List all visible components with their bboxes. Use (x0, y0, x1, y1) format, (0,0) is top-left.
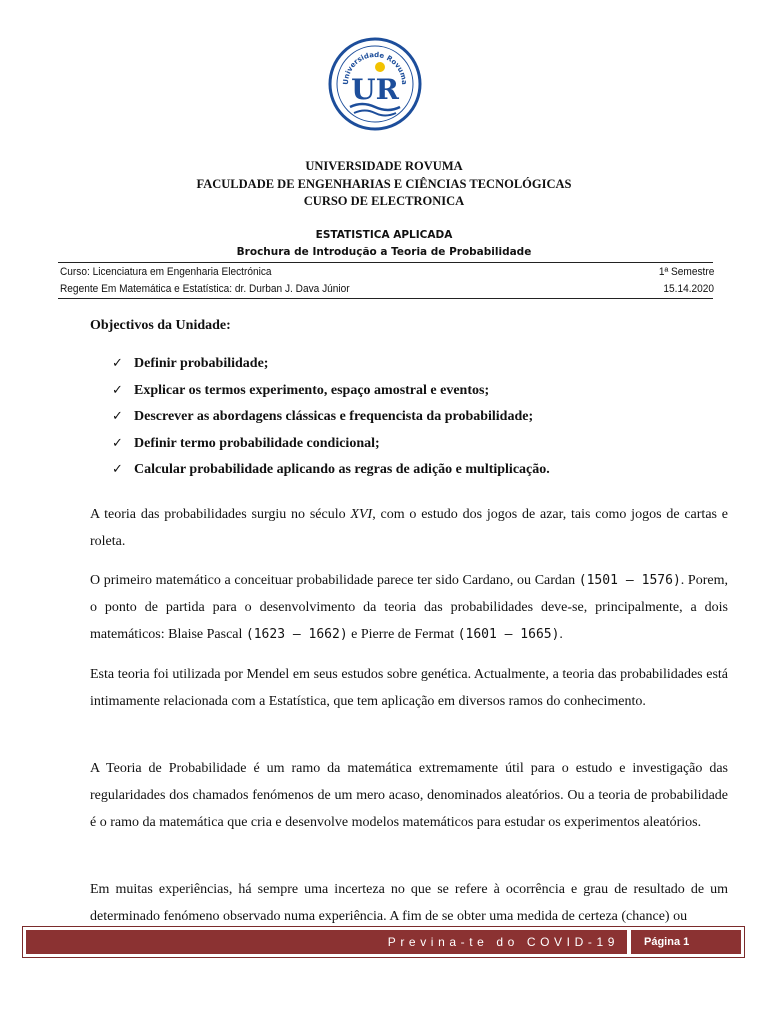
list-item: ✓ Explicar os termos experimento, espaço amostral e eventos; (112, 382, 490, 398)
list-item: ✓ Descrever as abordagens clássicas e frequencista da probabilidade; (112, 409, 534, 425)
century-math: XVI (350, 507, 373, 522)
header-rule-bottom (58, 298, 713, 299)
course-name: CURSO DE ELECTRONICA (303, 194, 465, 208)
logo-ring-text: Universidade Rovuma (341, 50, 409, 86)
paragraph-5: Em muitas experiências, há sempre uma incerteza no que se refere à ocorrência e grau de resultado de um determinado fenómeno observado numa experiência. A fim de se obter uma medida de certeza (chance) ou (90, 882, 728, 924)
list-item: ✓ Definir termo probabilidade condicional; (112, 435, 380, 451)
subject-title: ESTATISTICA APLICADA (315, 229, 453, 241)
meta-semestre: 1ª Semestre (658, 266, 714, 278)
check-icon: ✓ (112, 435, 123, 451)
faculty-name: FACULDADE DE ENGENHARIAS E CIÊNCIAS TECNOLÓGICAS (196, 177, 572, 191)
header-rule-top (58, 262, 713, 263)
check-icon: ✓ (112, 356, 123, 371)
footer-slogan: Previna-te do COVID-19 (26, 930, 627, 954)
page-number: Página 1 (631, 930, 741, 954)
meta-curso: Curso: Licenciatura em Engenharia Electrónica (60, 266, 272, 278)
meta-regente: Regente Em Matemática e Estatística: dr. Durban J. Dava Júnior (60, 283, 350, 295)
fermat-years: (1601 – 1665) (457, 627, 560, 642)
paragraph-2: O primeiro matemático a conceituar probabilidade parece ter sido Cardano, ou Cardan (1501 – 1576). Porem, o ponto de partida para o desenvolvimento da teoria das probabilidades deve-se, principalmente, a dois matemáticos: Blaise Pascal (1623 – 1662) e Pierre de Fermat (1601 – 1665). (90, 573, 728, 642)
paragraph-1: A teoria das probabilidades surgiu no século XVI, com o estudo dos jogos de azar, tais como jogos de cartas e roleta. (90, 507, 728, 549)
check-icon: ✓ (112, 409, 123, 425)
list-item: ✓ Calcular probabilidade aplicando as regras de adição e multiplicação. (112, 462, 550, 478)
check-icon: ✓ (112, 382, 123, 398)
footer (22, 926, 745, 958)
university-logo (328, 37, 422, 131)
university-name: UNIVERSIDADE ROVUMA (305, 159, 463, 173)
cardano-years: (1501 – 1576) (578, 573, 681, 588)
objectives-list (112, 355, 550, 488)
meta-data: 15.14.2020 (663, 283, 714, 295)
pascal-years: (1623 – 1662) (245, 627, 348, 642)
check-icon: ✓ (112, 462, 123, 478)
paragraph-3: Esta teoria foi utilizada por Mendel em seus estudos sobre genética. Actualmente, a teoria das probabilidades está intimamente relacionada com a Estatística, que tem aplicação em diversos ramos do conhecimento. (90, 667, 728, 709)
list-item: ✓ Definir probabilidade; (112, 356, 269, 371)
paragraph-4: A Teoria de Probabilidade é um ramo da matemática extremamente útil para o estudo e investigação das regularidades dos chamados fenómenos de um mero acaso, denominados aleatórios. Ou a teoria de probabilidade é o ramo da matemática que cria e desenvolve modelos matemáticos para estudar os experimentos aleatórios. (90, 761, 728, 830)
objectives-title: Objectivos da Unidade: (90, 318, 231, 333)
brochure-title: Brochura de Introdução a Teoria de Probabilidade (236, 246, 532, 258)
logo-monogram: UR (351, 73, 399, 106)
